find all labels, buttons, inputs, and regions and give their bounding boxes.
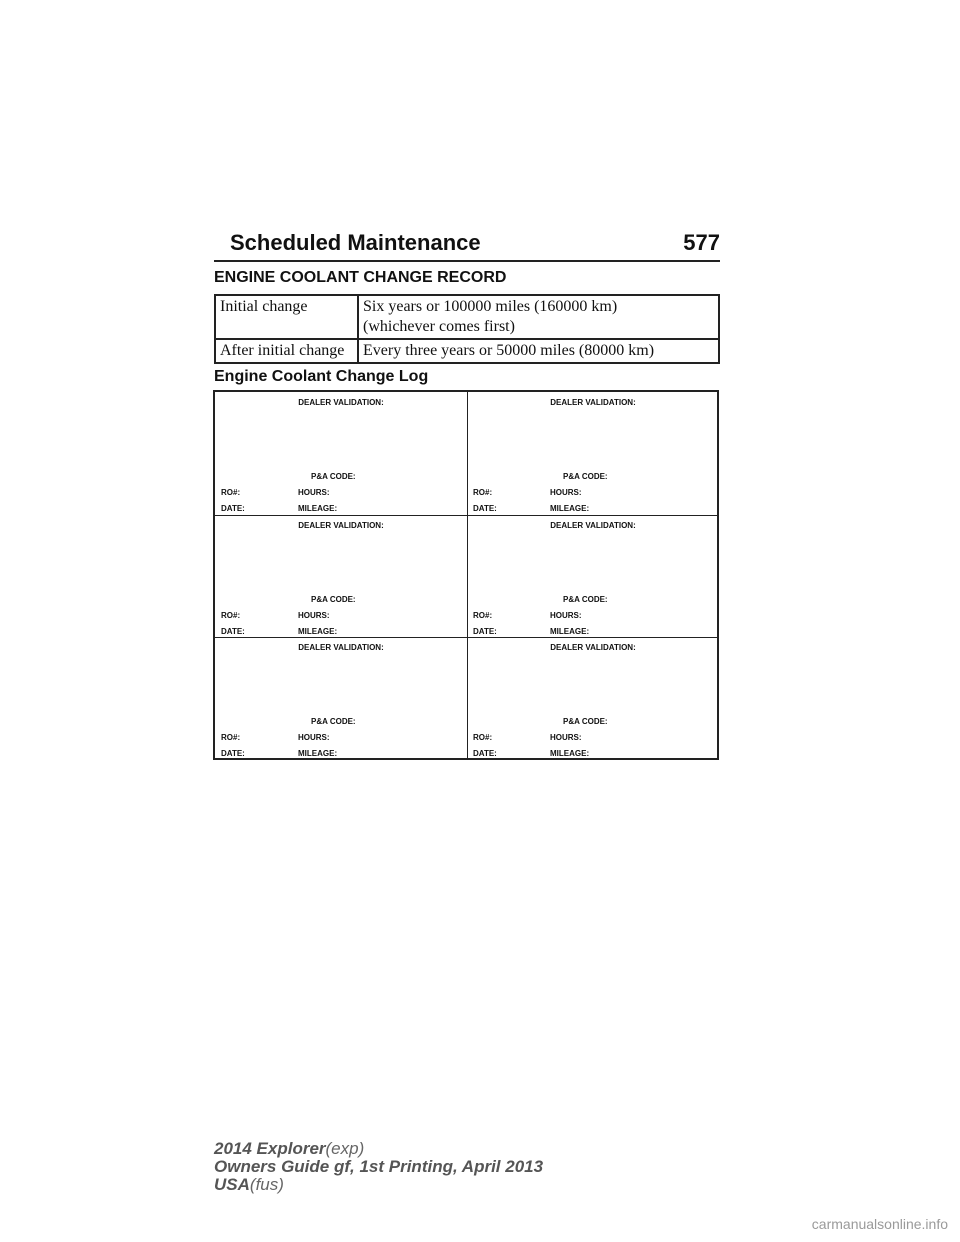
ro-label: RO#: [221, 733, 241, 742]
hours-label: HOURS: [550, 488, 582, 497]
log-entry [215, 392, 467, 514]
mileage-label: MILEAGE: [298, 627, 338, 636]
mileage-label: MILEAGE: [550, 504, 590, 513]
log-entry [467, 637, 719, 759]
mileage-label: MILEAGE: [550, 749, 590, 758]
footer-market: USA [214, 1175, 250, 1194]
pa-code-label: P&A CODE: [563, 472, 608, 481]
hours-label: HOURS: [298, 611, 330, 620]
page-header [214, 228, 720, 262]
dealer-validation-label: DEALER VALIDATION: [550, 398, 636, 407]
record-value: Every three years or 50000 miles (80000 km) [358, 339, 719, 363]
log-entry [215, 515, 467, 637]
footer-line [214, 1158, 543, 1176]
footer-market-code: (fus) [249, 1175, 284, 1194]
ro-label: RO#: [473, 611, 493, 620]
date-label: DATE: [221, 504, 245, 513]
footer-model-code: (exp) [325, 1139, 365, 1158]
record-label: Initial change [215, 295, 358, 339]
page-title: Scheduled Maintenance [230, 230, 481, 255]
mileage-label: MILEAGE: [550, 627, 590, 636]
dealer-validation-label: DEALER VALIDATION: [298, 643, 384, 652]
footer-line [214, 1140, 543, 1158]
hours-label: HOURS: [550, 733, 582, 742]
footer-printing: Owners Guide gf, 1st Printing, April 2013 [214, 1157, 544, 1176]
ro-label: RO#: [221, 611, 241, 620]
date-label: DATE: [473, 749, 497, 758]
mileage-label: MILEAGE: [298, 749, 338, 758]
date-label: DATE: [221, 749, 245, 758]
date-label: DATE: [473, 627, 497, 636]
pa-code-label: P&A CODE: [311, 472, 356, 481]
record-label: After initial change [215, 339, 358, 363]
log-heading: Engine Coolant Change Log [214, 368, 429, 385]
pa-code-label: P&A CODE: [311, 595, 356, 604]
ro-label: RO#: [221, 488, 241, 497]
date-label: DATE: [473, 504, 497, 513]
page-number: 577 [683, 230, 720, 255]
pa-code-label: P&A CODE: [311, 717, 356, 726]
record-value-line: Six years or 100000 miles (160000 km) [363, 298, 618, 315]
ro-label: RO#: [473, 733, 493, 742]
dealer-validation-label: DEALER VALIDATION: [298, 521, 384, 530]
dealer-validation-label: DEALER VALIDATION: [550, 643, 636, 652]
hours-label: HOURS: [550, 611, 582, 620]
mileage-label: MILEAGE: [298, 504, 338, 513]
date-label: DATE: [221, 627, 245, 636]
dealer-validation-label: DEALER VALIDATION: [298, 398, 384, 407]
coolant-change-record-table [214, 294, 720, 364]
footer-model: 2014 Explorer [214, 1139, 326, 1158]
watermark: carmanualsonline.info [811, 1216, 948, 1232]
hours-label: HOURS: [298, 733, 330, 742]
log-entry [467, 515, 719, 637]
hours-label: HOURS: [298, 488, 330, 497]
record-value-line: (whichever comes first) [363, 318, 515, 335]
record-heading: ENGINE COOLANT CHANGE RECORD [214, 269, 507, 286]
ro-label: RO#: [473, 488, 493, 497]
document-footer [214, 1140, 543, 1194]
footer-line [214, 1176, 543, 1194]
table-row [215, 339, 719, 363]
dealer-validation-label: DEALER VALIDATION: [550, 521, 636, 530]
record-value [358, 295, 719, 339]
coolant-change-log-grid [213, 390, 719, 760]
table-row [215, 295, 719, 339]
log-entry [215, 637, 467, 759]
pa-code-label: P&A CODE: [563, 717, 608, 726]
pa-code-label: P&A CODE: [563, 595, 608, 604]
log-entry [467, 392, 719, 514]
